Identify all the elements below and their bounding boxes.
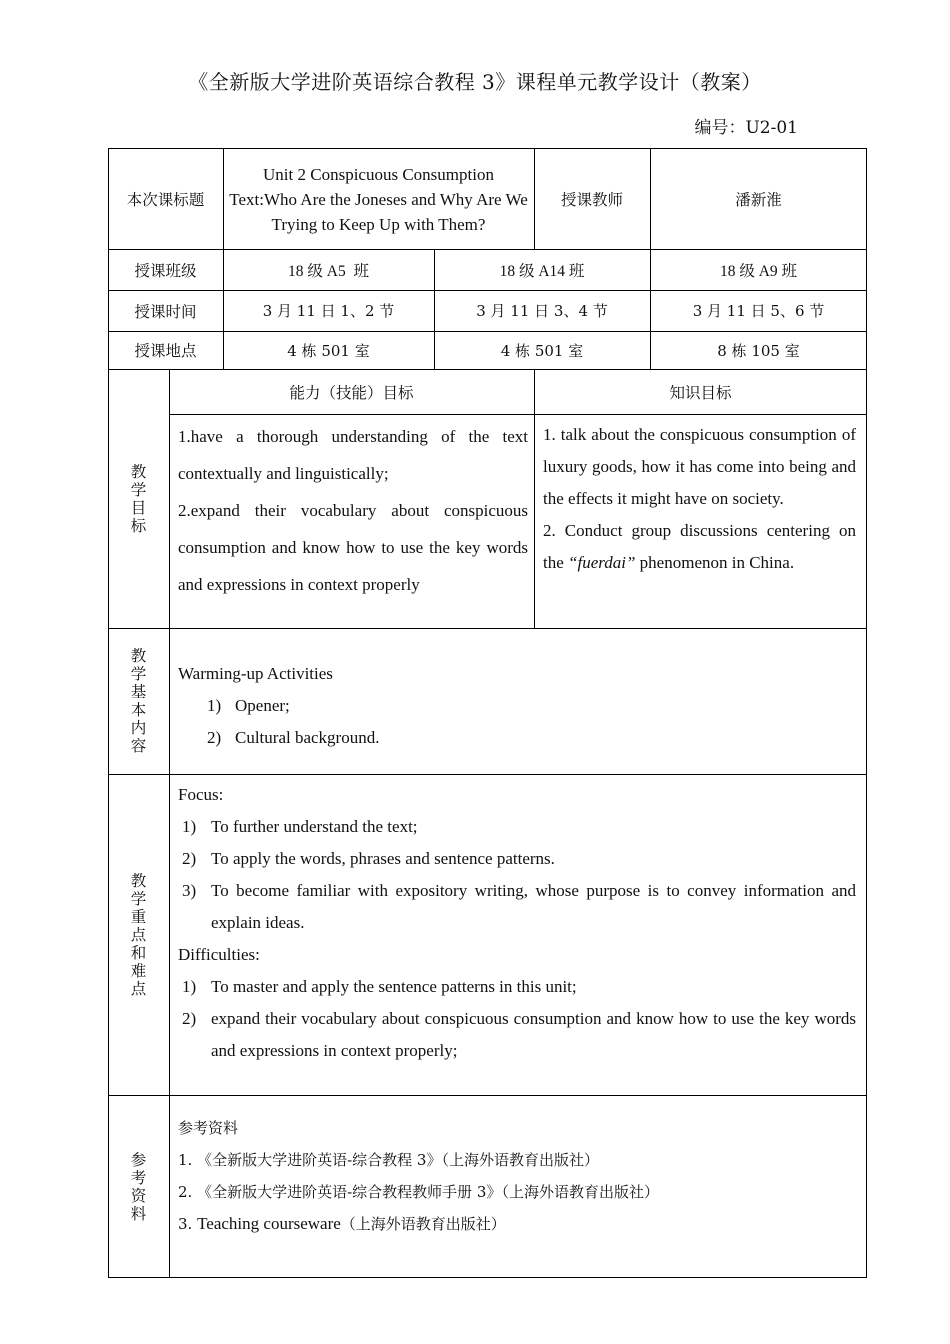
document-number: 编号：U2-01 (694, 118, 798, 138)
references-text (178, 1112, 858, 1240)
reference-item-3: 3. Teaching courseware（上海外语教育出版社） (178, 1214, 506, 1233)
reference-item-1: 1. 《全新版大学进阶英语-综合教程 3》（上海外语教育出版社） (178, 1151, 599, 1169)
ability-goal-2: 2.expand their vocabulary about conspicuous consumption and know how to use the key words and expressions in context properly (178, 501, 528, 594)
ability-goal-1: 1.have a thorough understanding of the text contextually and linguistically; (178, 427, 528, 483)
place-value-2: 4 栋 501 室 (500, 341, 584, 360)
teacher-label: 授课教师 (560, 190, 623, 209)
place-value-3: 8 栋 105 室 (717, 341, 800, 360)
list-item: 2) Cultural background. (207, 728, 380, 747)
class-value-3: 18 级 A9 班 (719, 262, 798, 280)
difficulties-heading: Difficulties: (178, 945, 260, 964)
row-divider (169, 414, 867, 415)
knowledge-goals-text (543, 419, 856, 579)
list-item: 1) To further understand the text; (182, 817, 418, 836)
place-label: 授课地点 (134, 342, 197, 360)
topic-label: 本次课标题 (126, 190, 205, 209)
teacher-value: 潘新淮 (735, 190, 782, 209)
goals-label: 教学目标 (130, 462, 147, 535)
knowledge-goal-1: 1. talk about the conspicuous consumption of luxury goods, how it has come into being and the effects it might have on society. (543, 425, 856, 508)
row-divider (108, 628, 867, 629)
class-value-1: 18 级 A5 班 (288, 262, 369, 280)
key-points-text (178, 779, 856, 1067)
list-item: 3) To become familiar with expository writing, whose purpose is to convey information and explain ideas. (182, 881, 856, 932)
content-heading: Warming-up Activities (178, 664, 333, 683)
time-value-1: 3 月 11 日 1、2 节 (262, 302, 395, 320)
row-divider (108, 774, 867, 775)
references-label: 参考资料 (130, 1150, 147, 1223)
list-item: 2) expand their vocabulary about conspicuous consumption and know how to use the key words and expressions in context properly; (182, 1009, 856, 1060)
content-label: 教学基本内容 (130, 647, 147, 755)
key-points-label: 教学重点和难点 (130, 871, 147, 998)
class-value-2: 18 级 A14 班 (499, 262, 585, 280)
col-divider (169, 369, 170, 1278)
knowledge-goal-2: 2. Conduct group discussions centering on the “fuerdai” phenomenon in China. (543, 521, 856, 572)
reference-item-2: 2. 《全新版大学进阶英语-综合教程教师手册 3》（上海外语教育出版社） (178, 1183, 659, 1201)
content-text (178, 658, 858, 754)
references-heading: 参考资料 (178, 1119, 239, 1137)
class-label: 授课班级 (134, 261, 197, 280)
time-label: 授课时间 (134, 302, 197, 321)
topic-value: Unit 2 Conspicuous Consumption Text:Who Are the Joneses and Why Are We Trying to Keep Up with Them? (229, 165, 528, 234)
time-value-2: 3 月 11 日 3、4 节 (476, 302, 608, 320)
document-title: 《全新版大学进阶英语综合教程 3》课程单元教学设计（教案） (188, 70, 762, 94)
ability-goals-header: 能力（技能）目标 (289, 383, 414, 402)
focus-heading: Focus: (178, 785, 224, 804)
row-divider (108, 1095, 867, 1096)
list-item: 1) To master and apply the sentence patterns in this unit; (182, 977, 577, 996)
place-value-1: 4 栋 501 室 (287, 341, 370, 360)
time-value-3: 3 月 11 日 5、6 节 (692, 302, 825, 320)
list-item: 1) Opener; (207, 696, 290, 715)
list-item: 2) To apply the words, phrases and sentence patterns. (182, 849, 555, 868)
knowledge-goals-header: 知识目标 (669, 383, 732, 402)
ability-goals-text (178, 418, 528, 603)
